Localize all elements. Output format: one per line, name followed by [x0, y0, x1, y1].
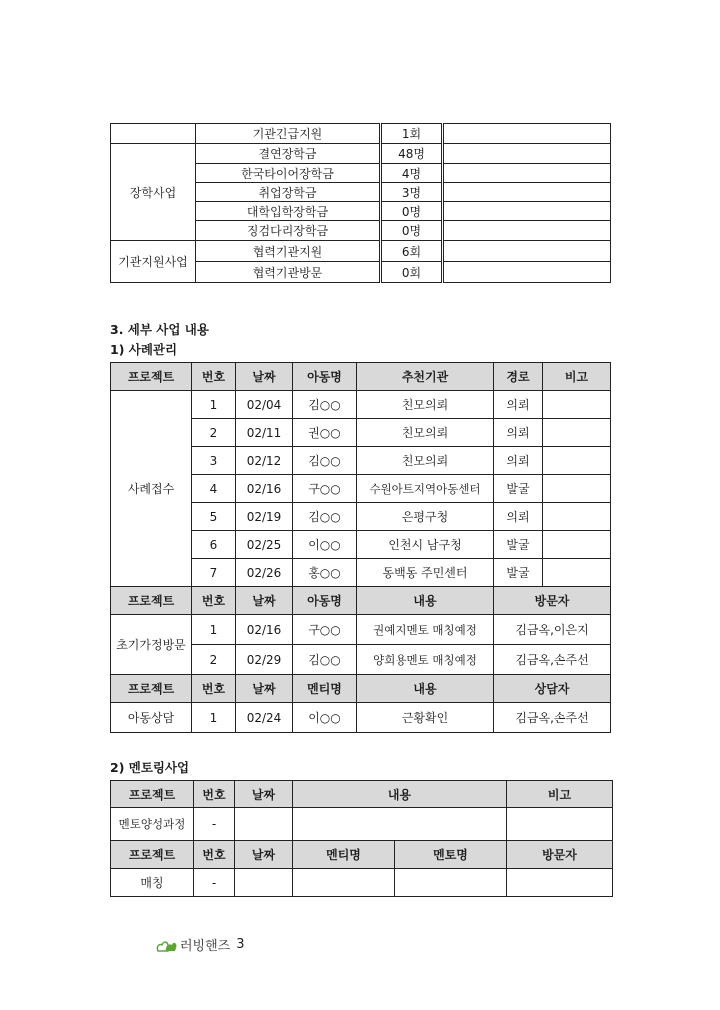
header-cell: 비고	[507, 781, 613, 808]
header-cell: 날짜	[236, 363, 293, 391]
table-cell	[443, 262, 611, 283]
table-cell	[507, 808, 613, 841]
header-cell: 방문자	[494, 587, 611, 615]
table-header-row	[111, 363, 611, 391]
table-row	[111, 703, 611, 733]
header-cell: 프로젝트	[111, 781, 194, 808]
table-cell: 02/16	[236, 475, 293, 503]
subsection-title-case-management: 1) 사례관리	[110, 342, 178, 357]
table-cell	[543, 447, 611, 475]
table-cell: 3	[192, 447, 236, 475]
table-cell: 수원아트지역아동센터	[357, 475, 494, 503]
table-cell: 구○○	[293, 615, 357, 645]
header-cell: 멘티명	[293, 675, 357, 703]
table-cell: 김금옥,손주선	[494, 703, 611, 733]
table-cell	[443, 202, 611, 221]
table-cell: 김○○	[293, 503, 357, 531]
header-cell: 멘티명	[293, 841, 395, 869]
table-cell	[235, 808, 293, 841]
table-cell: 친모의뢰	[357, 447, 494, 475]
table-cell: 02/24	[236, 703, 293, 733]
header-cell: 번호	[194, 781, 235, 808]
header-cell: 번호	[192, 363, 236, 391]
header-cell: 날짜	[235, 781, 293, 808]
header-cell: 아동명	[293, 363, 357, 391]
table-cell: 3명	[381, 183, 443, 202]
table-cell	[543, 475, 611, 503]
table-cell: 의뢰	[494, 419, 543, 447]
header-cell: 비고	[543, 363, 611, 391]
table-cell	[443, 124, 611, 144]
table-cell: 김○○	[293, 645, 357, 675]
table-cell: 의뢰	[494, 503, 543, 531]
table-cell	[293, 808, 507, 841]
header-cell: 프로젝트	[111, 587, 192, 615]
table-cell: 협력기관지원	[196, 241, 381, 262]
header-cell: 상담자	[494, 675, 611, 703]
table-cell	[543, 419, 611, 447]
table-cell	[395, 869, 507, 897]
header-cell: 경로	[494, 363, 543, 391]
table-cell: 2	[192, 645, 236, 675]
table-cell: 이○○	[293, 531, 357, 559]
table-cell: 1	[192, 615, 236, 645]
table-cell: -	[194, 869, 235, 897]
table-cell: 6	[192, 531, 236, 559]
table-cell: -	[194, 808, 235, 841]
table-cell: 매칭	[111, 869, 194, 897]
table-row	[111, 869, 613, 897]
table-header-row	[111, 675, 611, 703]
table-cell: 김○○	[293, 391, 357, 419]
table-cell: 멘토양성과정	[111, 808, 194, 841]
header-cell: 내용	[357, 587, 494, 615]
table-cell: 친모의뢰	[357, 391, 494, 419]
table-cell	[543, 391, 611, 419]
table-cell: 홍○○	[293, 559, 357, 587]
section-title: 3. 세부 사업 내용	[110, 322, 209, 337]
table-cell: 5	[192, 503, 236, 531]
table-cell: 2	[192, 419, 236, 447]
category-cell: 기관지원사업	[111, 241, 196, 283]
table-cell	[235, 869, 293, 897]
header-cell: 프로젝트	[111, 841, 194, 869]
loving-hands-logo-icon	[156, 937, 178, 953]
table-cell: 동백동 주민센터	[357, 559, 494, 587]
table-cell: 결연장학금	[196, 144, 381, 164]
table-cell: 의뢰	[494, 391, 543, 419]
header-cell: 멘토명	[395, 841, 507, 869]
table-cell: 02/12	[236, 447, 293, 475]
table-cell: 02/25	[236, 531, 293, 559]
header-cell: 날짜	[236, 587, 293, 615]
table-cell: 근황확인	[357, 703, 494, 733]
table-cell: 기관긴급지원	[196, 124, 381, 144]
table-header-row	[111, 587, 611, 615]
page-footer	[156, 935, 245, 954]
table-cell: 1	[192, 391, 236, 419]
table-cell	[293, 869, 395, 897]
table-cell: 02/11	[236, 419, 293, 447]
table-cell: 권예지멘토 매칭예정	[357, 615, 494, 645]
header-cell: 추천기관	[357, 363, 494, 391]
table-header-row	[111, 841, 613, 869]
table-cell: 02/29	[236, 645, 293, 675]
page-number: 3	[236, 937, 245, 952]
footer-brand: 러빙핸즈	[180, 939, 231, 954]
table-cell: 48명	[381, 144, 443, 164]
table-cell: 양희용멘토 매칭예정	[357, 645, 494, 675]
header-cell: 번호	[192, 587, 236, 615]
table-cell: 구○○	[293, 475, 357, 503]
table-row	[111, 124, 611, 144]
table-cell	[543, 531, 611, 559]
header-cell: 프로젝트	[111, 675, 192, 703]
case-management-table	[110, 362, 611, 733]
table-cell	[543, 559, 611, 587]
header-cell: 내용	[357, 675, 494, 703]
table-cell: 0회	[381, 262, 443, 283]
category-cell: 장학사업	[111, 144, 196, 241]
header-cell: 방문자	[507, 841, 613, 869]
table-cell: 김금옥,이은지	[494, 615, 611, 645]
table-cell: 7	[192, 559, 236, 587]
table-cell: 02/16	[236, 615, 293, 645]
table-cell: 대학입학장학금	[196, 202, 381, 221]
table-cell: 발굴	[494, 559, 543, 587]
table-cell	[443, 241, 611, 262]
group-label-cell: 아동상담	[111, 703, 192, 733]
group-label-cell: 사례접수	[111, 391, 192, 587]
table-cell: 징검다리장학금	[196, 221, 381, 241]
table-cell: 이○○	[293, 703, 357, 733]
table-cell: 0명	[381, 202, 443, 221]
table-cell: 권○○	[293, 419, 357, 447]
header-cell: 날짜	[236, 675, 293, 703]
header-cell: 내용	[293, 781, 507, 808]
table-row	[111, 241, 611, 262]
table-cell: 은평구청	[357, 503, 494, 531]
table-row	[111, 808, 613, 841]
table-cell	[443, 183, 611, 202]
header-cell: 프로젝트	[111, 363, 192, 391]
header-cell: 아동명	[293, 587, 357, 615]
table-cell: 4	[192, 475, 236, 503]
table-cell: 인천시 남구청	[357, 531, 494, 559]
subsection-title-mentoring: 2) 멘토링사업	[110, 760, 190, 775]
table-cell	[443, 221, 611, 241]
table-cell	[507, 869, 613, 897]
header-cell: 번호	[194, 841, 235, 869]
table-cell: 친모의뢰	[357, 419, 494, 447]
table-cell: 4명	[381, 164, 443, 183]
top-summary-table	[110, 123, 611, 283]
table-cell	[443, 164, 611, 183]
header-cell: 날짜	[235, 841, 293, 869]
table-cell: 6회	[381, 241, 443, 262]
table-cell: 1	[192, 703, 236, 733]
table-cell: 한국타이어장학금	[196, 164, 381, 183]
table-cell	[443, 144, 611, 164]
table-cell: 02/04	[236, 391, 293, 419]
table-cell: 김○○	[293, 447, 357, 475]
mentoring-table	[110, 780, 613, 897]
header-cell: 번호	[192, 675, 236, 703]
table-cell: 김금옥,손주선	[494, 645, 611, 675]
table-cell	[111, 124, 196, 144]
table-cell: 협력기관방문	[196, 262, 381, 283]
table-cell: 02/26	[236, 559, 293, 587]
table-cell: 0명	[381, 221, 443, 241]
table-cell: 1회	[381, 124, 443, 144]
table-row	[111, 391, 611, 419]
group-label-cell: 초기가정방문	[111, 615, 192, 675]
table-header-row	[111, 781, 613, 808]
table-cell: 의뢰	[494, 447, 543, 475]
table-row	[111, 144, 611, 164]
table-cell: 02/19	[236, 503, 293, 531]
table-cell: 발굴	[494, 531, 543, 559]
table-row	[111, 615, 611, 645]
table-cell: 발굴	[494, 475, 543, 503]
table-cell	[543, 503, 611, 531]
table-cell: 취업장학금	[196, 183, 381, 202]
